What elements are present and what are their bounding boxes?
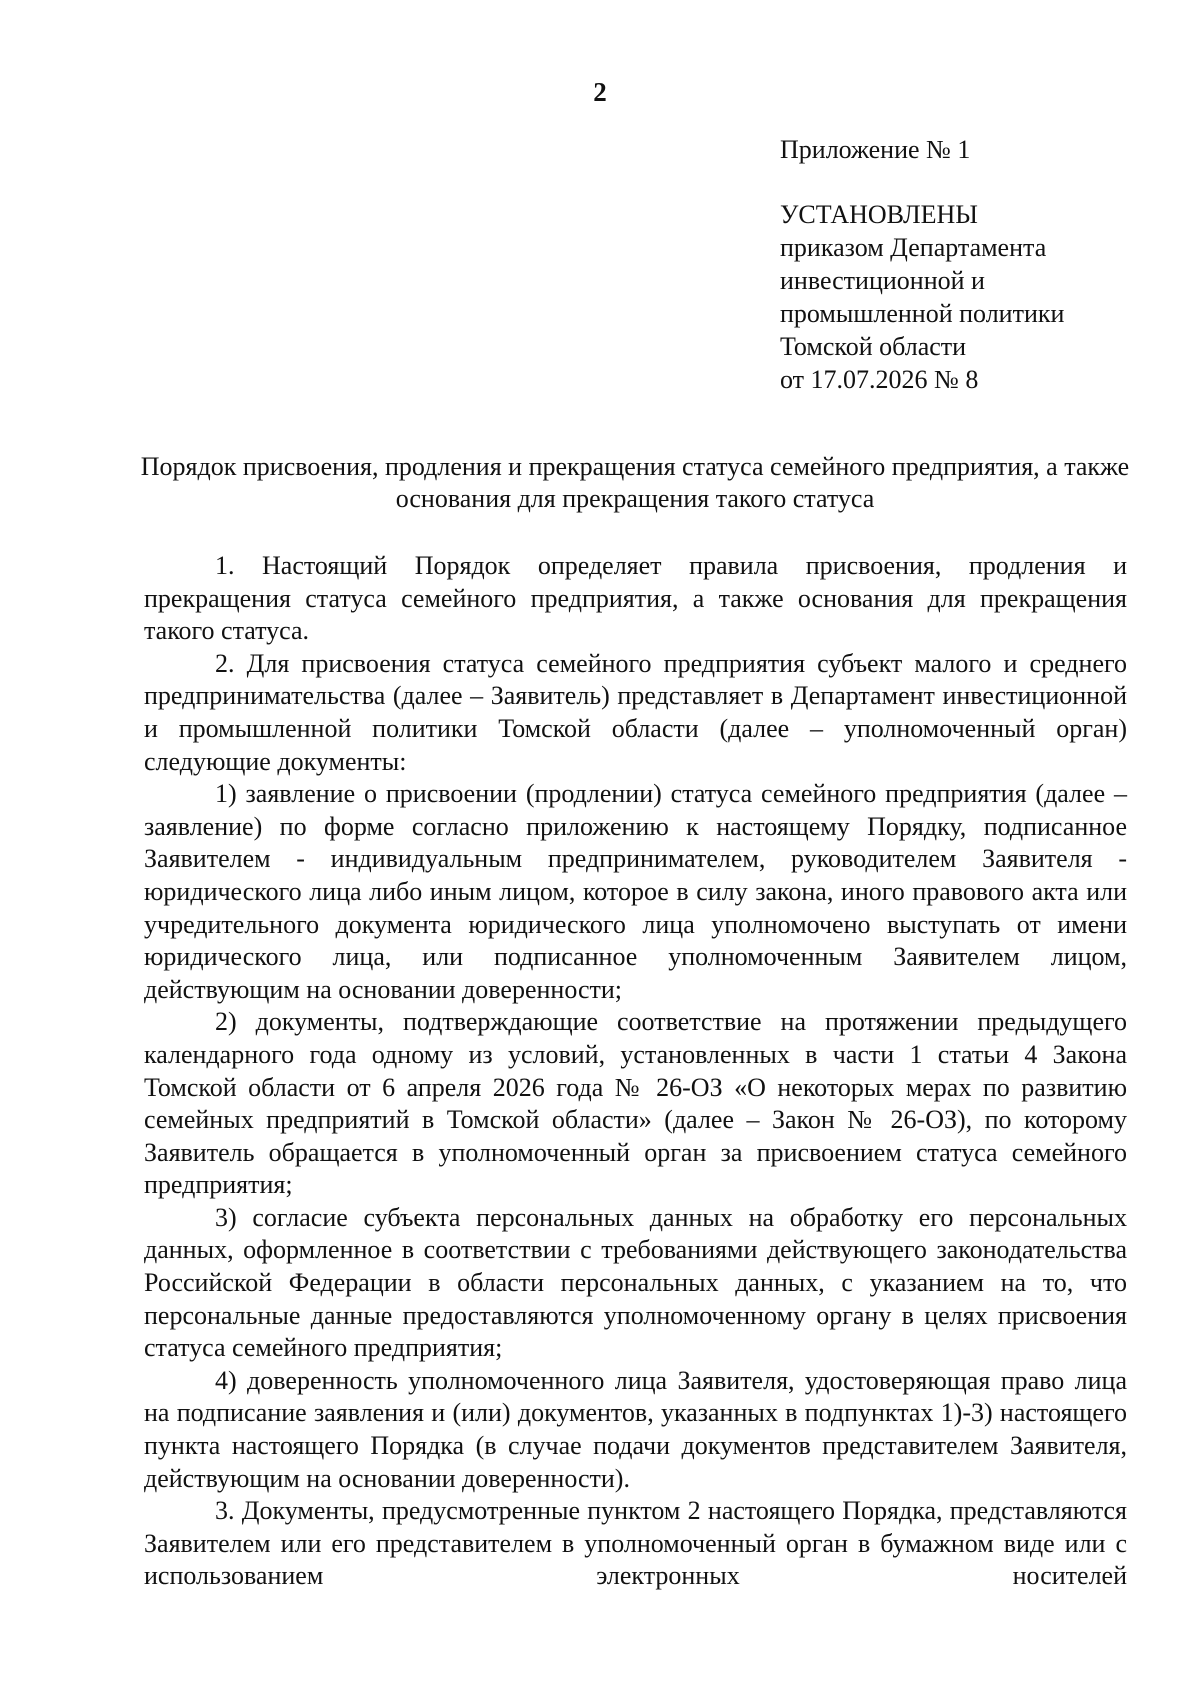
appendix-label: Приложение № 1 [780, 135, 971, 164]
paragraph-1: 1. Настоящий Порядок определяет правила присвоения, продления и прекращения статуса семейного предприятия, а также основания для прекращения такого статуса. [144, 551, 1127, 646]
approval-line-region: Томской области [780, 332, 967, 361]
approval-line-order: приказом Департамента [780, 233, 1047, 262]
paragraph-3: 3. Документы, предусмотренные пунктом 2 настоящего Порядка, представляются Заявителем или его представителем в уполномоченный орган в бумажном виде или с использованием электронных носителей [144, 1496, 1127, 1591]
subparagraph-1: 1) заявление о присвоении (продлении) статуса семейного предприятия (далее – заявление) по форме согласно приложению к настоящему Порядку, подписанное Заявителем - индивидуальным предпринимателем, руководителем Заявителя - юридического лица либо иным лицом, которое в силу закона, иного правового акта или учредительного документа юридического лица уполномочено выступать от имени юридического лица, или подписанное уполномоченным Заявителем лицом, действующим на основании доверенности; [144, 779, 1127, 1004]
subparagraph-4: 4) доверенность уполномоченного лица Заявителя, удостоверяющая право лица на подписание заявления и (или) документов, указанных в подпунктах 1)-3) настоящего пункта настоящего Порядка (в случае подачи документов представителем Заявителя, действующим на основании доверенности). [144, 1365, 1127, 1493]
approval-line-policy: промышленной политики [780, 299, 1065, 328]
paragraph-2: 2. Для присвоения статуса семейного предприятия субъект малого и среднего предпринимательства (далее – Заявитель) представляет в Департамент инвестиционной и промышленной политики Томской области (далее – уполномоченный орган) следующие документы: [144, 648, 1127, 776]
approval-stamp-block [780, 133, 1160, 396]
page-number: 2 [593, 77, 607, 107]
document-body [144, 550, 1127, 1593]
subparagraph-2: 2) документы, подтверждающие соответствие на протяжении предыдущего календарного года одному из условий, установленных в части 1 статьи 4 Закона Томской области от 6 апреля 2026 года № 26-ОЗ «О некоторых мерах по развитию семейных предприятий в Томской области» (далее – Закон № 26-ОЗ), по которому Заявитель обращается в уполномоченный орган за присвоением статуса семейного предприятия; [144, 1007, 1127, 1200]
approval-heading: УСТАНОВЛЕНЫ [780, 200, 978, 229]
subparagraph-3: 3) согласие субъекта персональных данных на обработку его персональных данных, оформленное в соответствии с требованиями действующего законодательства Российской Федерации в области персональных данных, с указанием на то, что персональные данные предоставляются уполномоченному органу в целях присвоения статуса семейного предприятия; [144, 1202, 1127, 1363]
document-title: Порядок присвоения, продления и прекращения статуса семейного предприятия, а также основания для прекращения такого статуса [140, 452, 1130, 513]
approval-line-department: инвестиционной и [780, 266, 985, 295]
approval-line-date-number: от 17.07.2026 № 8 [780, 365, 979, 394]
